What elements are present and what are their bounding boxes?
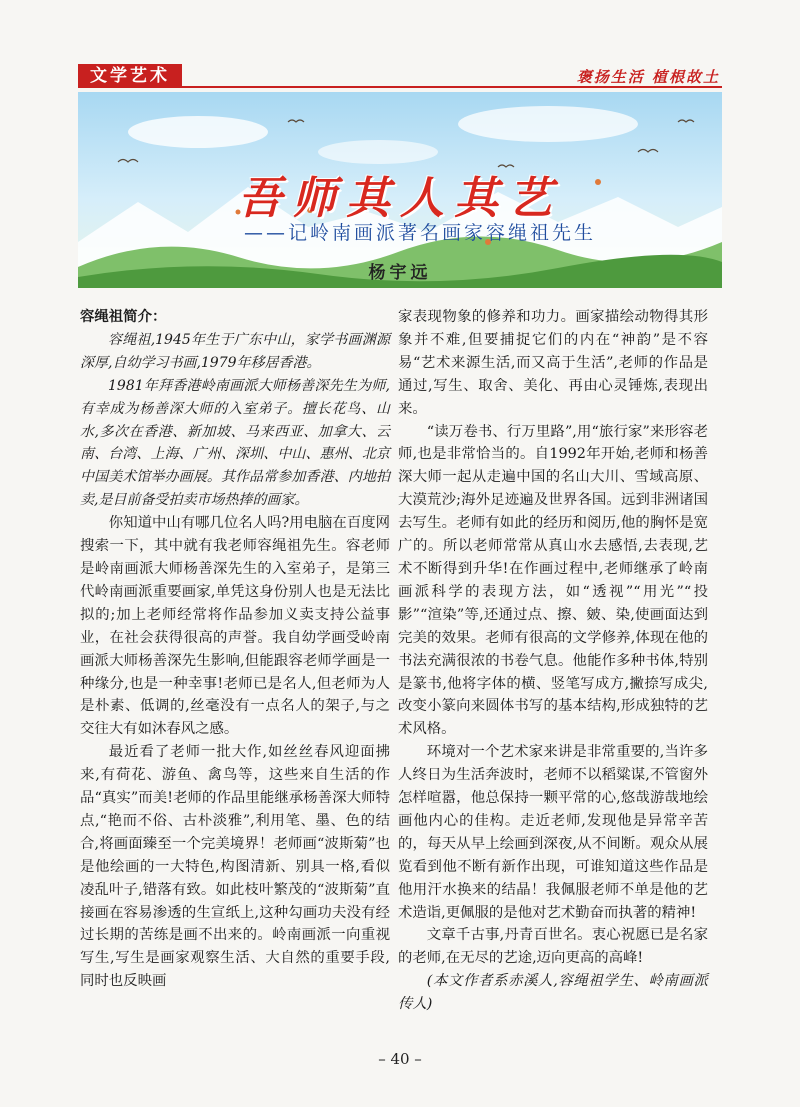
author-note: (本文作者系赤溪人,容绳祖学生、岭南画派传人) [398, 973, 708, 1013]
section-tag: 文学艺术 [78, 64, 182, 88]
body-paragraph: “读万卷书、行万里路”,用“旅行家”来形容老师,也是非常恰当的。自1992年开始,老师和杨善深大师一起从走遍中国的名山大川、雪域高原、大漠荒沙;海外足迹遍及世界各国。远到非洲诸国去写生。老师有如此的经历和阅历,他的胸怀是宽广的。所以老师常常从真山水去感悟,去表现,艺术不断得到升华!在作画过程中,老师继承了岭南画派科学的表现方法，如“透视”“用光”“投影”“渲染”等,还通过点、擦、皴、染,使画面达到完美的效果。老师有很高的文学修养,体现在他的书法充满很浓的书卷气息。他能作多种书体,特别是篆书,他将字体的横、竖笔写成方,撇捺写成尖,改变小篆向来圆体书写的基本结构,形成独特的艺术风格。 [398, 423, 708, 738]
left-column [80, 306, 390, 993]
body-paragraph: 家表现物象的修养和功力。画家描绘动物得其形象并不难,但要捕捉它们的内在“神韵”是不容易“艺术来源生活,而又高于生活”,老师的作品是通过,写生、取舍、美化、再由心灵锤炼,表现出来。 [398, 309, 708, 417]
body-paragraph: 你知道中山有哪几位名人吗?用电脑在百度网搜索一下，其中就有我老师容绳祖先生。容老师是岭南画派大师杨善深先生的入室弟子，是第三代岭南画派重要画家,单凭这身份别人也是无法比拟的;加上老师经常将作品参加义卖支持公益事业，在社会获得很高的声誉。我自幼学画受岭南画派大师杨善深先生影响,但能跟容老师学画是一种缘分,也是一种幸事!老师已是名人,但老师为人是朴素、低调的,丝毫没有一点名人的架子,与之交往大有如沐春风之感。 [80, 515, 390, 738]
bio-paragraph: 1981年拜香港岭南画派大师杨善深先生为师,有幸成为杨善深大师的入室弟子。擅长花鸟、山水,多次在香港、新加坡、马来西亚、加拿大、云南、台湾、上海、广州、深圳、中山、惠州、北京中国美术馆举办画展。其作品常参加香港、内地拍卖,是目前备受拍卖市场热捧的画家。 [80, 377, 390, 509]
column-slogan: 褒扬生活 植根故土 [576, 68, 720, 86]
article-title: 吾师其人其艺 [238, 173, 562, 224]
right-column [398, 306, 708, 1016]
bio-heading: 容绳祖简介： [80, 309, 167, 325]
title-banner [78, 92, 722, 288]
article-author: 杨宇远 [368, 263, 432, 283]
bio-paragraph: 容绳祖,1945年生于广东中山，家学书画渊源深厚,自幼学习书画,1979年移居香港。 [80, 331, 390, 371]
article-subtitle: ——记岭南画派著名画家容绳祖先生 [243, 222, 596, 244]
body-paragraph: 最近看了老师一批大作,如丝丝春风迎面拂来,有荷花、游鱼、禽鸟等，这些来自生活的作品“真实”而美!老师的作品里能继承杨善深大师特点,“艳而不俗、古朴淡雅”,利用笔、墨、色的结合,将画面臻至一个完美境界！老师画“波斯菊”也是他绘画的一大特色,构图清新、别具一格,看似凌乱叶子,错落有致。如此枝叶繁茂的“波斯菊”直接画在容易渗透的生宣纸上,这种勾画功夫没有经过长期的苦练是画不出来的。岭南画派一向重视写生,写生是画家观察生活、大自然的重要手段,同时也反映画 [80, 744, 390, 990]
body-paragraph: 环境对一个艺术家来讲是非常重要的,当许多人终日为生活奔波时，老师不以稻粱谋,不管窗外怎样喧嚣，他总保持一颗平常的心,悠哉游哉地绘画他内心的佳构。走近老师,发现他是异常辛苦的，每天从早上绘画到深夜,从不间断。观众从展览看到他不断有新作出现，可谁知道这些作品是他用汗水换来的结晶！我佩服老师不单是他的艺术造诣,更佩服的是他对艺术勤奋而执著的精神! [398, 744, 708, 921]
body-paragraph: 文章千古事,丹青百世名。衷心祝愿已是名家的老师,在无尽的艺途,迈向更高的高峰! [398, 927, 708, 967]
page-number: – 40 – [378, 1050, 422, 1068]
